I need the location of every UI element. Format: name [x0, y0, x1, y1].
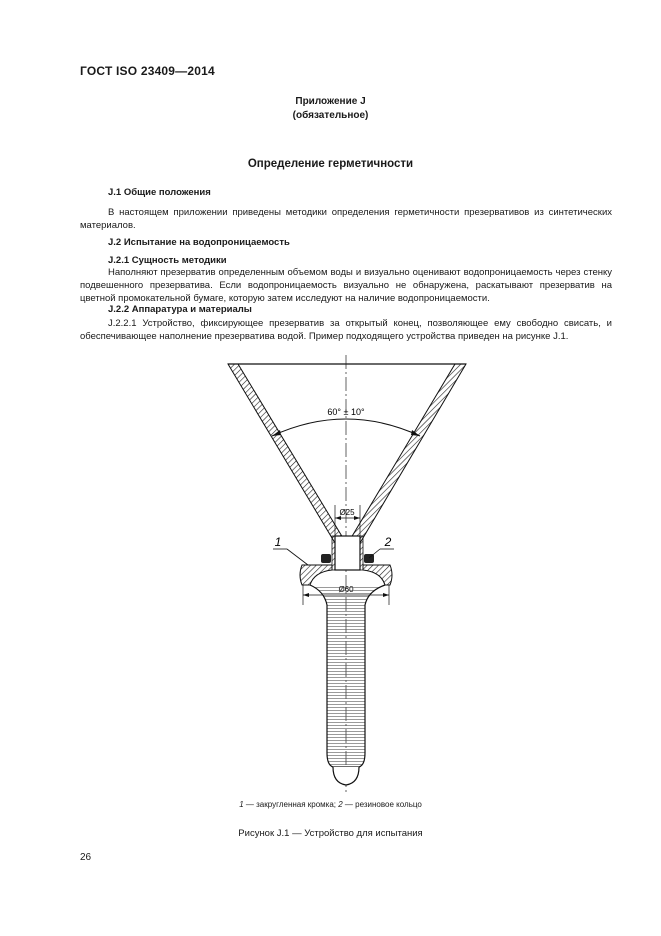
angle-label: 60° ± 10° [327, 407, 365, 417]
callout-2: 2 [384, 535, 392, 549]
document-header: ГОСТ ISO 23409—2014 [80, 64, 215, 78]
figure-caption: Рисунок J.1 — Устройство для испытания [238, 828, 423, 839]
condom-body [310, 585, 385, 785]
neck-tube [332, 536, 363, 570]
test-device-figure [0, 355, 661, 795]
section-j22-heading: J.2.2 Аппаратура и материалы [108, 304, 252, 315]
page-title: Определение герметичности [247, 158, 414, 170]
figure-legend [0, 800, 661, 809]
legend-1-text: — закругленная кромка; [243, 800, 339, 809]
appendix-title: Приложение J [295, 96, 366, 107]
appendix-status: (обязательное) [292, 110, 369, 121]
page-number: 26 [80, 852, 92, 863]
section-j1-heading: J.1 Общие положения [108, 187, 211, 198]
section-j1-text: В настоящем приложении приведены методики определения герметичности презервативов из синтетических материалов. [80, 207, 612, 231]
section-j2-heading: J.2 Испытание на водопроницаемость [108, 237, 290, 248]
callout-1: 1 [274, 535, 282, 549]
legend-2-text: — резиновое кольцо [342, 800, 422, 809]
small-diameter-label: Ø25 [339, 508, 355, 517]
legend-1-num: 1 [239, 800, 244, 809]
section-j21-heading: J.2.1 Сущность методики [108, 255, 227, 266]
section-j221-text: J.2.2.1 Устройство, фиксирующее презерватив за открытый конец, позволяющее ему свободно свисать, и обеспечивающее наполнение презерватива водой. Пример подходящего устройства приведен на рисунке J.1. [80, 318, 612, 342]
section-j21-text: Наполняют презерватив определенным объемом воды и визуально оценивают водопроницаемость через стенку подвешенного презерватива. Если водопроницаемость визуально не обнаружена, раскатывают презерватив на цветной промокательной бумаге, которую затем исследуют на наличие водопроницаемости. [80, 267, 612, 304]
legend-2-num: 2 [338, 800, 343, 809]
